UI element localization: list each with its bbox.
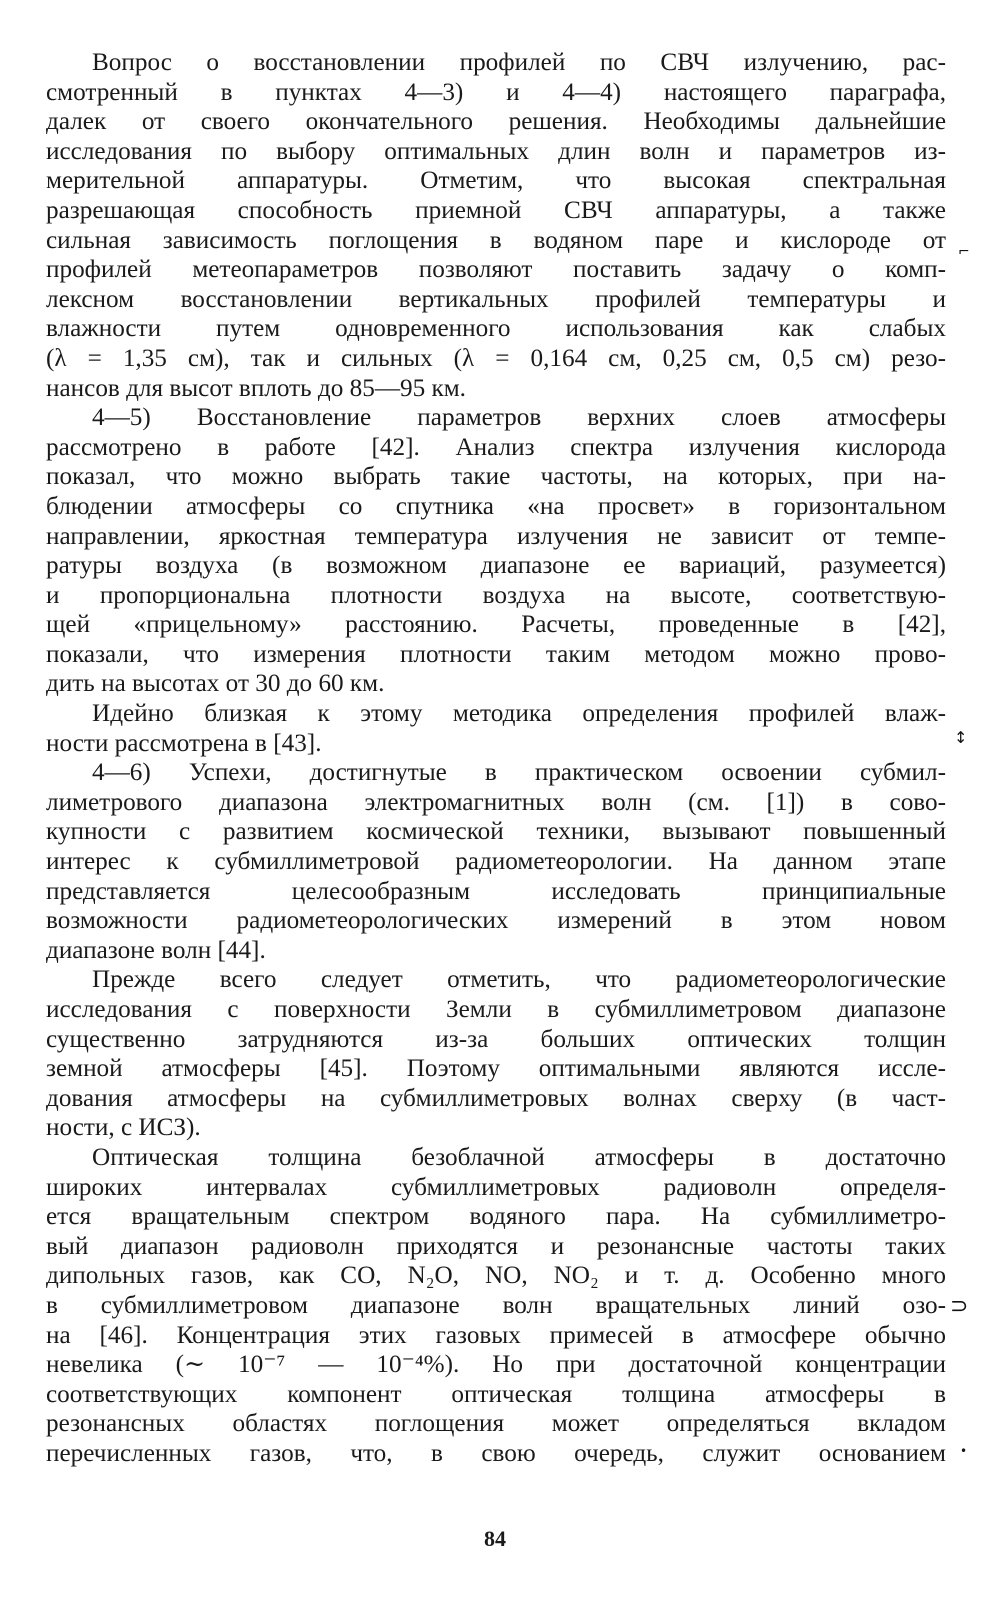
text-line: широких интервалах субмиллиметровых радиоволн определя- xyxy=(46,1173,946,1201)
text-line: возможности радиометеорологических измерений в этом новом xyxy=(46,907,946,935)
text-line: купности с развитием космической техники, вызывают повышенный xyxy=(46,818,946,846)
scan-speck-mark: ↕ xyxy=(954,728,968,747)
text-line: щей «прицельному» расстоянию. Расчеты, проведенные в [42], xyxy=(46,611,946,639)
text-line: рассмотрено в работе [42]. Анализ спектра излучения кислорода xyxy=(46,433,946,461)
text-line: ратуры воздуха (в возможном диапазоне ее вариаций, разумеется) xyxy=(46,552,946,580)
text-line: исследования по выбору оптимальных длин волн и параметров из- xyxy=(46,137,946,165)
text-line: на [46]. Концентрация этих газовых примесей в атмосфере обычно xyxy=(46,1321,946,1349)
text-line: перечисленных газов, что, в свою очередь, служит основанием xyxy=(46,1439,946,1467)
text-line: земной атмосферы [45]. Поэтому оптимальными являются иссле- xyxy=(46,1055,946,1083)
text-line: смотренный в пунктах 4—3) и 4—4) настоящего параграфа, xyxy=(46,78,946,106)
text-line: ется вращательным спектром водяного пара. На субмиллиметро- xyxy=(46,1203,946,1231)
text-line: дипольных газов, как CO, N₂O, NO, NO₂ и т. д. Особенно много xyxy=(46,1262,946,1290)
scan-speck-mark: ⊃ xyxy=(950,1294,969,1319)
text-line: 4—6) Успехи, достигнутые в практическом освоении субмил- xyxy=(92,759,946,787)
text-line: представляется целесообразным исследовать принципиальные xyxy=(46,877,946,905)
text-line: направлении, яркостная температура излучения не зависит от темпе- xyxy=(46,522,946,550)
text-line: ности рассмотрена в [43]. xyxy=(46,729,322,757)
paragraph-1 xyxy=(46,48,946,403)
text-line: блюдении атмосферы со спутника «на просвет» в горизонтальном xyxy=(46,492,946,520)
text-line: разрешающая способность приемной СВЧ аппаратуры, а также xyxy=(46,196,946,224)
text-line: вый диапазон радиоволн приходятся и резонансные частоты таких xyxy=(46,1232,946,1260)
text-line: исследования с поверхности Земли в субмиллиметровом диапазоне xyxy=(46,996,946,1023)
text-line: показали, что измерения плотности таким методом можно прово- xyxy=(46,640,946,668)
text-line: резонансных областях поглощения может определяться вкладом xyxy=(46,1410,946,1438)
paragraph-4 xyxy=(46,758,946,965)
text-line: Оптическая толщина безоблачной атмосферы в достаточно xyxy=(92,1143,946,1171)
text-line: Идейно близкая к этому методика определения профилей влаж- xyxy=(92,700,946,728)
text-line: лиметрового диапазона электромагнитных волн (см. [1]) в сово- xyxy=(46,788,946,816)
text-line: ности, с ИСЗ). xyxy=(46,1114,201,1142)
text-line: (λ = 1,35 см), так и сильных (λ = 0,164 см, 0,25 см, 0,5 см) резо- xyxy=(46,344,946,372)
page-text xyxy=(46,48,946,1469)
text-line: в субмиллиметровом диапазоне волн вращательных линий озо- xyxy=(46,1291,946,1319)
text-line: влажности путем одновременного использования как слабых xyxy=(46,315,946,343)
text-line: соответствующих компонент оптическая толщина атмосферы в xyxy=(46,1380,946,1408)
page-number: 84 xyxy=(484,1526,506,1551)
text-line: диапазоне волн [44]. xyxy=(46,936,266,964)
text-line: Прежде всего следует отметить, что радиометеорологические xyxy=(92,966,946,994)
text-line: далек от своего окончательного решения. Необходимы дальнейшие xyxy=(46,108,946,136)
text-line: дить на высотах от 30 до 60 км. xyxy=(46,670,385,698)
text-line: существенно затрудняются из-за больших оптических толщин xyxy=(46,1025,946,1053)
text-line: нансов для высот вплоть до 85—95 км. xyxy=(46,374,466,402)
text-line: лексном восстановлении вертикальных профилей температуры и xyxy=(46,285,946,313)
paragraph-3 xyxy=(46,699,946,758)
scan-speck-mark: ⌐ xyxy=(958,244,970,260)
text-line: интерес к субмиллиметровой радиометеорологии. На данном этапе xyxy=(46,848,946,876)
text-line: Вопрос о восстановлении профилей по СВЧ излучению, рас- xyxy=(92,49,946,76)
text-line: показал, что можно выбрать такие частоты, на которых, при на- xyxy=(46,463,946,491)
scan-speck-mark: • xyxy=(960,1444,968,1458)
paragraph-5 xyxy=(46,965,946,1143)
text-line: сильная зависимость поглощения в водяном паре и кислороде от xyxy=(46,226,946,254)
text-line: и пропорциональна плотности воздуха на высоте, соответствую- xyxy=(46,581,946,609)
paragraph-2 xyxy=(46,403,946,699)
text-line: дования атмосферы на субмиллиметровых волнах сверху (в част- xyxy=(46,1084,946,1112)
text-line: невелика (∼ 10⁻⁷ — 10⁻⁴%). Но при достаточной концентрации xyxy=(46,1351,946,1379)
text-line: 4—5) Восстановление параметров верхних слоев атмосферы xyxy=(92,404,946,432)
text-line: мерительной аппаратуры. Отметим, что высокая спектральная xyxy=(46,167,946,195)
text-line: профилей метеопараметров позволяют поставить задачу о комп- xyxy=(46,256,946,284)
paragraph-6 xyxy=(46,1143,946,1469)
